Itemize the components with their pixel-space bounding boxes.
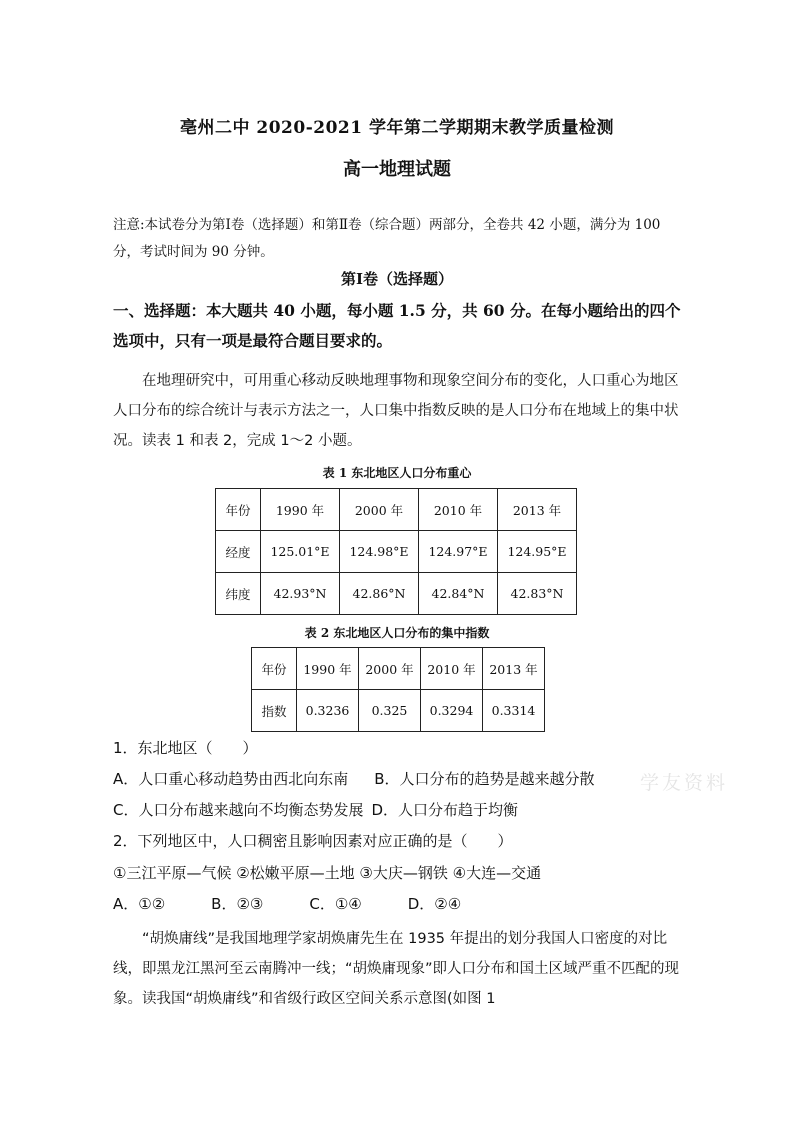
table-cell: 42.83°N [498,573,577,615]
table-row [216,573,577,615]
table-cell: 0.3236 [297,690,359,732]
table-cell: 经度 [216,531,261,573]
table-cell: 42.93°N [261,573,340,615]
table-cell: 指数 [252,690,297,732]
table-cell: 1990 年 [261,489,340,531]
question-1-options-ab [113,768,595,790]
option-a: A．人口重心移动趋势由西北向东南 [113,770,349,788]
table-cell: 124.98°E [340,531,419,573]
page-title: 亳州二中 2020-2021 学年第二学期期末教学质量检测 [179,118,615,138]
table-cell: 42.84°N [419,573,498,615]
question-2-stem: 2．下列地区中，人口稠密且影响因素对应正确的是（ ） [113,832,513,850]
table1-caption: 表 1 东北地区人口分布重心 [322,466,472,480]
table-header-row [216,489,577,531]
table-header-row [252,648,545,690]
table-cell: 0.3294 [421,690,483,732]
table-cell: 2013 年 [498,489,577,531]
table-cell: 年份 [216,489,261,531]
table-cell: 124.97°E [419,531,498,573]
option-d: D．人口分布趋于均衡 [371,801,519,819]
table-cell: 2010 年 [419,489,498,531]
page-subtitle: 高一地理试题 [343,159,451,180]
section-title: 第Ⅰ卷（选择题） [340,270,454,288]
option-b: B．②③ [211,895,264,913]
reading-passage-2: “胡焕庸线”是我国地理学家胡焕庸先生在 1935 年提出的划分我国人口密度的对比线，即黑龙江黑河至云南腾冲一线；“胡焕庸现象”即人口分布和国土区域严重不匹配的现象。读我国“胡焕庸线”和省级行政区空间关系示意图(如图 1 [113,931,680,1007]
option-b: B．人口分布的趋势是越来越分散 [374,770,595,788]
concentration-index-table [251,647,545,732]
table-cell: 1990 年 [297,648,359,690]
option-a: A．①② [113,895,166,913]
table-cell: 年份 [252,648,297,690]
table-cell: 124.95°E [498,531,577,573]
table-cell: 纬度 [216,573,261,615]
reading-passage-1: 在地理研究中，可用重心移动反映地理事物和现象空间分布的变化，人口重心为地区人口分布的综合统计与表示方法之一，人口集中指数反映的是人口分布在地域上的集中状况。读表 1 和表 2，完成 1～2 小题。 [113,373,679,449]
question-1-stem: 1．东北地区（ ） [113,739,258,757]
section-instruction: 一、选择题：本大题共 40 小题，每小题 1.5 分，共 60 分。在每小题给出的四个选项中，只有一项是最符合题目要求的。 [113,301,681,350]
option-c: C．①④ [309,895,362,913]
table-cell: 42.86°N [340,573,419,615]
table-cell: 125.01°E [261,531,340,573]
option-d: D．②④ [407,895,462,913]
question-2-statements: ①三江平原—气候 ②松嫩平原—土地 ③大庆—钢铁 ④大连—交通 [113,864,542,882]
table-cell: 0.325 [359,690,421,732]
exam-notice: 注意:本试卷分为第Ⅰ卷（选择题）和第Ⅱ卷（综合题）两部分，全卷共 42 小题，满分为 100 分，考试时间为 90 分钟。 [113,217,661,260]
table-cell: 2000 年 [359,648,421,690]
table-cell: 0.3314 [483,690,545,732]
table-row [252,690,545,732]
table-cell: 2000 年 [340,489,419,531]
population-center-table [215,488,577,615]
table-cell: 2010 年 [421,648,483,690]
option-c: C．人口分布越来越向不均衡态势发展 [113,801,364,819]
question-2-options [113,893,461,915]
watermark: 学友资料 [640,772,729,794]
table-cell: 2013 年 [483,648,545,690]
question-1-options-cd [113,799,518,821]
table2-caption: 表 2 东北地区人口分布的集中指数 [304,626,490,640]
table-row [216,531,577,573]
